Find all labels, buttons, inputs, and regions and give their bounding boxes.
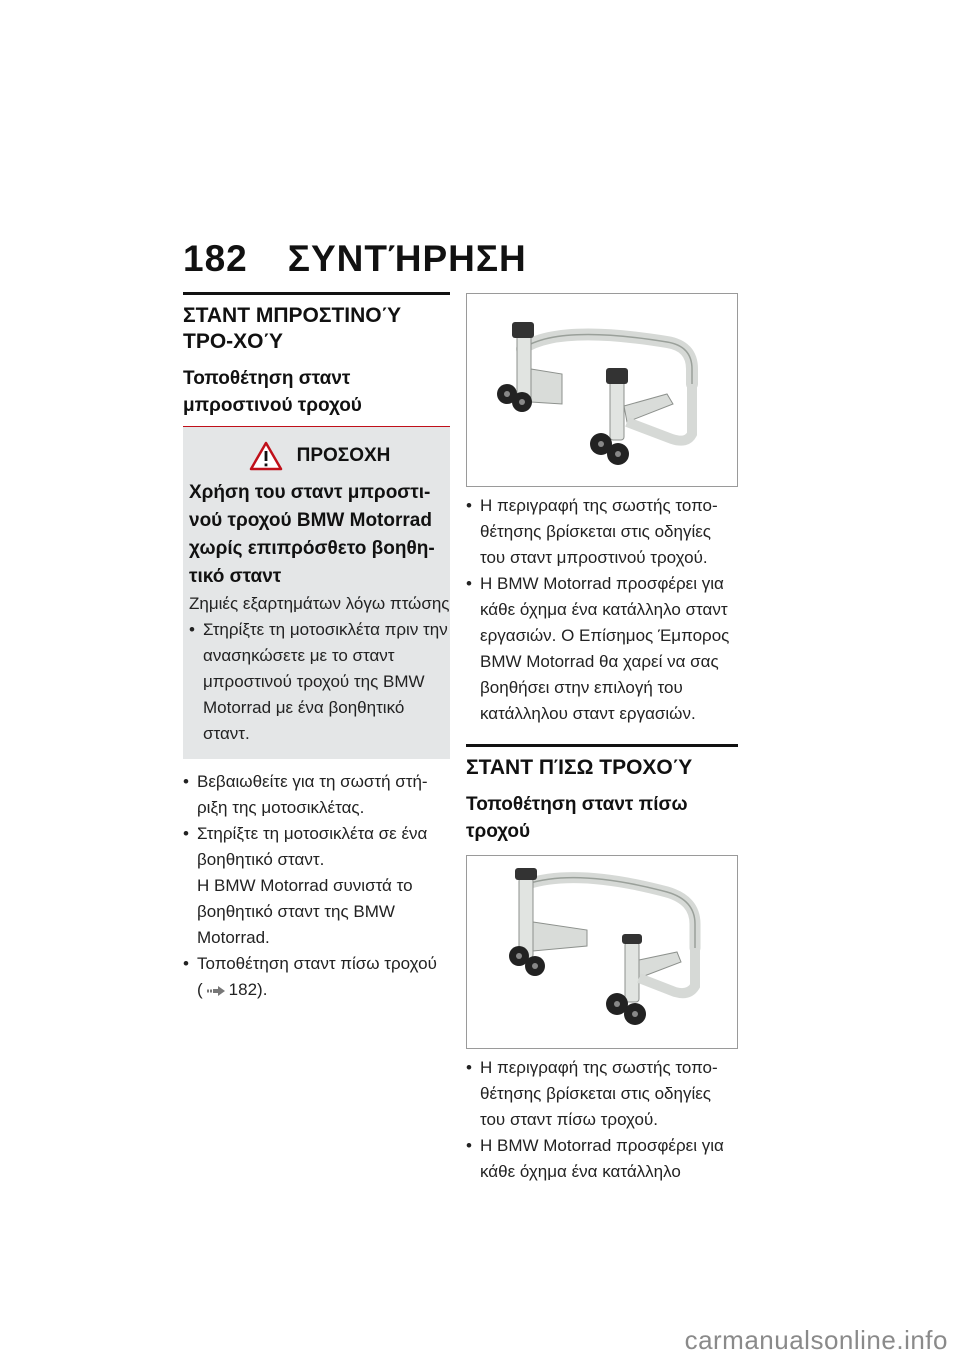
front-stand-notes [466, 493, 738, 727]
warning-heading-text: ΠΡΟΣΟΧΗ [296, 445, 391, 466]
rear-stand-notes [466, 1055, 738, 1185]
front-wheel-stand-illustration [467, 294, 737, 486]
front-stand-image [466, 293, 738, 487]
section-title-rear-stand: ΣΤΑΝΤ ΠΊΣΩ ΤΡΟΧΟΎ [466, 756, 693, 779]
warning-bold-text: Χρήση του σταντ μπροστι-νού τροχού BMW Motorrad χωρίς επιπρόσθετο βοηθη-τικό σταντ [189, 482, 435, 587]
right-column [466, 293, 738, 1185]
cross-ref-paren: ( [197, 980, 203, 999]
page-number: 182 [183, 238, 248, 279]
list-item: • Η περιγραφή της σωστής τοπο-θέτησης βρίσκεται στις οδηγίες του σταντ πίσω τροχού. [466, 1055, 738, 1133]
list-item: • Στηρίξτε τη μοτοσικλέτα σε ένα βοηθητικό σταντ. [183, 821, 450, 873]
left-column [183, 292, 450, 1003]
chapter-title: ΣΥΝΤΉΡΗΣΗ [287, 238, 527, 279]
recommendation-text: Η BMW Motorrad συνιστά το βοηθητικό σταντ της BMW Motorrad. [197, 876, 413, 947]
subsection-title-rear-stand: Τοποθέτηση σταντ πίσω τροχού [466, 794, 688, 842]
watermark: carmanualsonline.info [684, 1325, 948, 1355]
warning-triangle-icon [249, 441, 283, 471]
list-item-link [183, 951, 450, 1003]
rear-stand-image [466, 855, 738, 1049]
list-item: • Η περιγραφή της σωστής τοπο-θέτησης βρίσκεται στις οδηγίες του σταντ μπροστινού τροχού. [466, 493, 738, 571]
warning-heading [189, 441, 450, 471]
section-rule [183, 292, 450, 295]
warning-text: Ζημιές εξαρτημάτων λόγω πτώσης [189, 594, 450, 613]
left-bullet-list-2 [183, 951, 450, 1003]
warning-bullet: • Στηρίξτε τη μοτοσικλέτα πριν την ανασηκώσετε με το σταντ μπροστινού τροχού της BMW Motorrad με ένα βοηθητικό σταντ. [189, 617, 450, 747]
rear-wheel-stand-illustration [467, 856, 737, 1048]
list-item: • Η BMW Motorrad προσφέρει για κάθε όχημα ένα κατάλληλο σταντ εργασιών. Ο Επίσημος Έμπορος BMW Motorrad θα χαρεί να σας βοηθήσει στην επιλογή του κατάλληλου σταντ εργασιών. [466, 571, 738, 727]
warning-box [183, 427, 450, 759]
cross-ref-page[interactable]: 182). [228, 980, 268, 999]
list-item: • Η BMW Motorrad προσφέρει για κάθε όχημα ένα κατάλληλο [466, 1133, 738, 1185]
arrow-right-icon[interactable] [207, 986, 225, 996]
list-item: • Βεβαιωθείτε για τη σωστή στή-ριξη της μοτοσικλέτας. [183, 769, 450, 821]
subsection-title-front-stand: Τοποθέτηση σταντ μπροστινού τροχού [183, 368, 362, 416]
page-header [183, 238, 527, 280]
section-rule [466, 744, 738, 747]
left-bullet-list [183, 769, 450, 873]
section-title-front-stand: ΣΤΑΝΤ ΜΠΡΟΣΤΙΝΟΎ ΤΡΟ-ΧΟΎ [183, 304, 402, 353]
warning-list [189, 617, 450, 747]
cross-ref-title: Τοποθέτηση σταντ πίσω τροχού [197, 954, 437, 973]
